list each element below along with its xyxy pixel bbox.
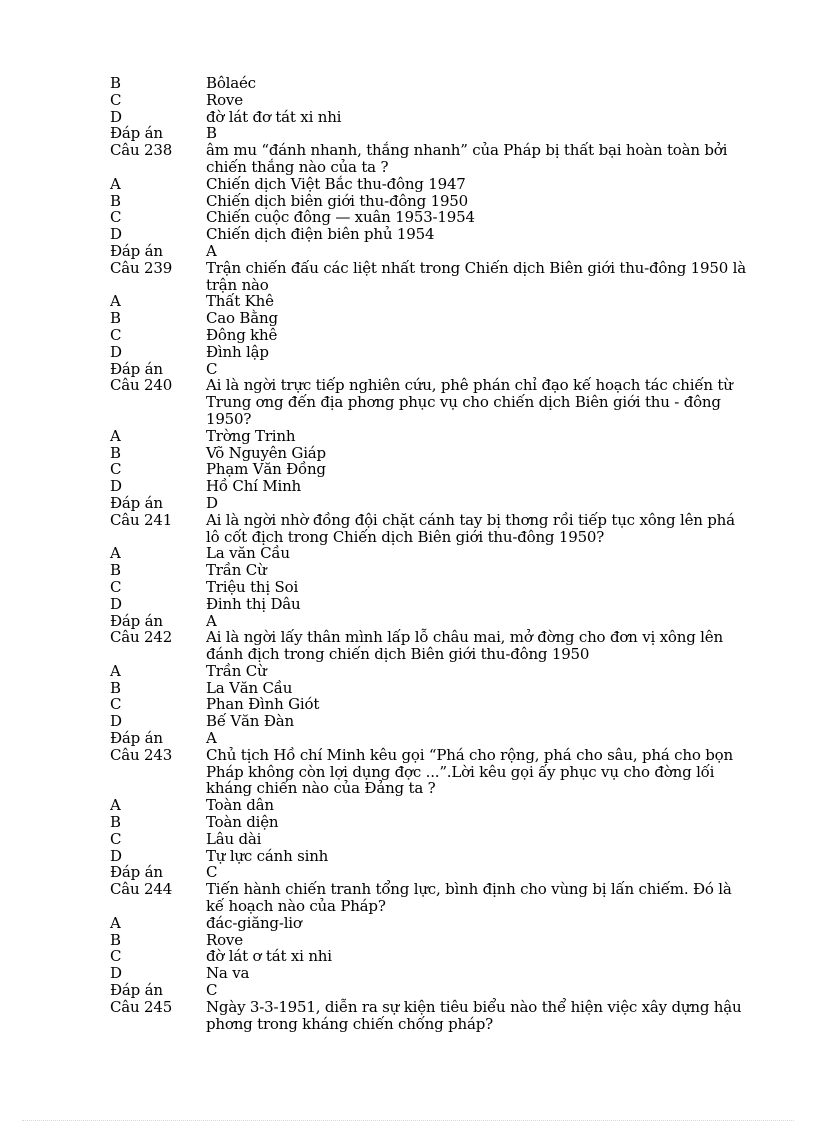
option-text: Toàn diện	[206, 813, 279, 832]
option-row	[110, 696, 750, 713]
answer-value: C	[206, 359, 218, 378]
option-row	[110, 562, 750, 579]
option-letter: D	[110, 846, 122, 865]
question-number: Câu 238	[110, 141, 173, 160]
option-letter: B	[110, 561, 121, 580]
option-text: Trần Cừ	[206, 661, 267, 680]
option-text: Trần Cừ	[206, 561, 267, 580]
option-text: Triệu thị Soi	[206, 577, 299, 596]
option-letter: C	[110, 208, 122, 227]
option-row	[110, 932, 750, 949]
option-text: Chiến dịch điện biên phủ 1954	[206, 225, 435, 244]
option-letter: A	[110, 661, 121, 680]
answer-value: B	[206, 124, 217, 143]
option-row	[110, 579, 750, 596]
answer-key-row	[110, 125, 750, 142]
option-row	[110, 310, 750, 327]
answer-key-row	[110, 361, 750, 378]
option-letter: C	[110, 325, 122, 344]
option-letter: B	[110, 74, 121, 92]
option-letter: A	[110, 544, 121, 563]
option-row	[110, 596, 750, 613]
question-row	[110, 747, 750, 797]
option-row	[110, 75, 750, 92]
option-text: Lâu dài	[206, 829, 262, 848]
option-letter: D	[110, 594, 122, 613]
answer-label: Đáp án	[110, 493, 163, 512]
answer-label: Đáp án	[110, 611, 163, 630]
option-row	[110, 680, 750, 697]
option-letter: D	[110, 225, 122, 244]
option-letter: D	[110, 712, 122, 731]
option-row	[110, 293, 750, 310]
option-row	[110, 797, 750, 814]
question-row	[110, 512, 750, 546]
answer-label: Đáp án	[110, 359, 163, 378]
question-row	[110, 881, 750, 915]
option-letter: D	[110, 107, 122, 126]
option-row	[110, 478, 750, 495]
option-row	[110, 545, 750, 562]
option-row	[110, 109, 750, 126]
option-text: đờ lát ơ tát xi nhi	[206, 947, 332, 966]
answer-label: Đáp án	[110, 981, 163, 1000]
question-row	[110, 999, 750, 1033]
option-text: Phan Đình Giót	[206, 695, 320, 714]
option-text: Chiến dịch Việt Bắc thu-đông 1947	[206, 174, 466, 193]
option-letter: A	[110, 426, 121, 445]
option-text: Cao Bằng	[206, 309, 278, 328]
question-text: Ai là ngời nhờ đồng đội chặt cánh tay bị thơng rồi tiếp tục xông lên phá lô cốt địch trong Chiến dịch Biên giới thu-đông 1950?	[206, 510, 735, 546]
option-row	[110, 965, 750, 982]
option-letter: B	[110, 930, 121, 949]
option-text: Rove	[206, 930, 243, 949]
question-text: Ai là ngời trực tiếp nghiên cứu, phê phán chỉ đạo kế hoạch tác chiến từ Trung ơng đến địa phơng phục vụ cho chiến dịch Biên giới thu - đông 1950?	[206, 376, 733, 428]
option-row	[110, 848, 750, 865]
option-text: La văn Cầu	[206, 544, 290, 563]
answer-value: C	[206, 981, 218, 1000]
option-letter: D	[110, 342, 122, 361]
option-text: Phạm Văn Đồng	[206, 460, 326, 479]
option-text: Chiến cuộc đông — xuân 1953-1954	[206, 208, 475, 227]
answer-label: Đáp án	[110, 124, 163, 143]
answer-key-row	[110, 982, 750, 999]
option-row	[110, 226, 750, 243]
option-text: Tự lực cánh sinh	[206, 846, 329, 865]
option-text: Rove	[206, 90, 243, 109]
answer-value: D	[206, 493, 218, 512]
option-text: Bế Văn Đàn	[206, 712, 294, 731]
question-number: Câu 244	[110, 880, 173, 899]
option-text: Bôlaéc	[206, 74, 256, 92]
answer-key-row	[110, 864, 750, 881]
option-row	[110, 176, 750, 193]
option-row	[110, 461, 750, 478]
option-letter: C	[110, 695, 122, 714]
question-text: Ai là ngời lấy thân mình lấp lỗ châu mai, mở đờng cho đơn vị xông lên đánh địch trong chiến dịch Biên giới thu-đông 1950	[206, 628, 723, 664]
answer-value: C	[206, 863, 218, 882]
option-text: Trờng Trinh	[206, 426, 296, 445]
answer-key-row	[110, 730, 750, 747]
option-text: Đinh thị Dâu	[206, 594, 301, 613]
answer-key-row	[110, 243, 750, 260]
option-text: Chiến dịch biên giới thu-đông 1950	[206, 191, 468, 210]
option-text: Hồ Chí Minh	[206, 477, 302, 496]
option-letter: A	[110, 913, 121, 932]
option-letter: C	[110, 460, 122, 479]
option-letter: A	[110, 292, 121, 311]
option-letter: B	[110, 678, 121, 697]
option-letter: B	[110, 813, 121, 832]
question-row	[110, 142, 750, 176]
question-number: Câu 243	[110, 745, 173, 764]
option-row	[110, 445, 750, 462]
option-letter: A	[110, 796, 121, 815]
question-document	[110, 75, 750, 1032]
question-number: Câu 242	[110, 628, 173, 647]
question-text: Trận chiến đấu các liệt nhất trong Chiến dịch Biên giới thu-đông 1950 là trận nào	[206, 258, 746, 294]
option-row	[110, 193, 750, 210]
answer-label: Đáp án	[110, 863, 163, 882]
option-row	[110, 948, 750, 965]
option-text: Na va	[206, 964, 250, 983]
option-letter: C	[110, 947, 122, 966]
option-row	[110, 915, 750, 932]
question-text: Tiến hành chiến tranh tổng lực, bình định cho vùng bị lấn chiếm. Đó là kế hoạch nào của Pháp?	[206, 880, 732, 916]
question-number: Câu 239	[110, 258, 173, 277]
answer-value: A	[206, 611, 217, 630]
question-row	[110, 260, 750, 294]
answer-value: A	[206, 729, 217, 748]
option-letter: C	[110, 90, 122, 109]
question-row	[110, 629, 750, 663]
option-text: Võ Nguyên Giáp	[206, 443, 326, 462]
option-letter: D	[110, 477, 122, 496]
option-row	[110, 428, 750, 445]
option-row	[110, 209, 750, 226]
option-letter: A	[110, 174, 121, 193]
option-text: đác-giăng-liơ	[206, 913, 302, 932]
option-letter: B	[110, 443, 121, 462]
question-text: Ngày 3-3-1951, diễn ra sự kiện tiêu biểu nào thể hiện việc xây dựng hậu phơng trong kháng chiến chống pháp?	[206, 997, 742, 1033]
answer-key-row	[110, 613, 750, 630]
option-row	[110, 92, 750, 109]
option-letter: C	[110, 829, 122, 848]
question-text: âm mu “đánh nhanh, thắng nhanh” của Pháp bị thất bại hoàn toàn bởi chiến thắng nào của ta ?	[206, 141, 728, 176]
option-text: Đông khê	[206, 325, 278, 344]
option-text: Toàn dân	[206, 796, 274, 815]
question-number: Câu 245	[110, 997, 173, 1016]
option-row	[110, 831, 750, 848]
option-row	[110, 327, 750, 344]
question-number: Câu 241	[110, 510, 173, 529]
option-text: La Văn Cầu	[206, 678, 293, 697]
option-text: đờ lát đơ tát xi nhi	[206, 107, 342, 126]
option-row	[110, 344, 750, 361]
answer-key-row	[110, 495, 750, 512]
option-letter: B	[110, 309, 121, 328]
question-row	[110, 377, 750, 427]
page-bottom-rule	[22, 1120, 794, 1121]
answer-label: Đáp án	[110, 729, 163, 748]
question-text: Chủ tịch Hồ chí Minh kêu gọi “Phá cho rộng, phá cho sâu, phá cho bọn Pháp không còn lợi dụng đợc ...”.Lời kêu gọi ấy phục vụ cho đờng lối kháng chiến nào của Đảng ta ?	[206, 745, 733, 798]
option-row	[110, 713, 750, 730]
question-number: Câu 240	[110, 376, 173, 395]
option-letter: B	[110, 191, 121, 210]
option-letter: C	[110, 577, 122, 596]
answer-label: Đáp án	[110, 241, 163, 260]
option-row	[110, 663, 750, 680]
option-text: Thất Khê	[206, 292, 274, 311]
option-row	[110, 814, 750, 831]
option-text: Đình lập	[206, 342, 269, 361]
answer-value: A	[206, 241, 217, 260]
option-letter: D	[110, 964, 122, 983]
